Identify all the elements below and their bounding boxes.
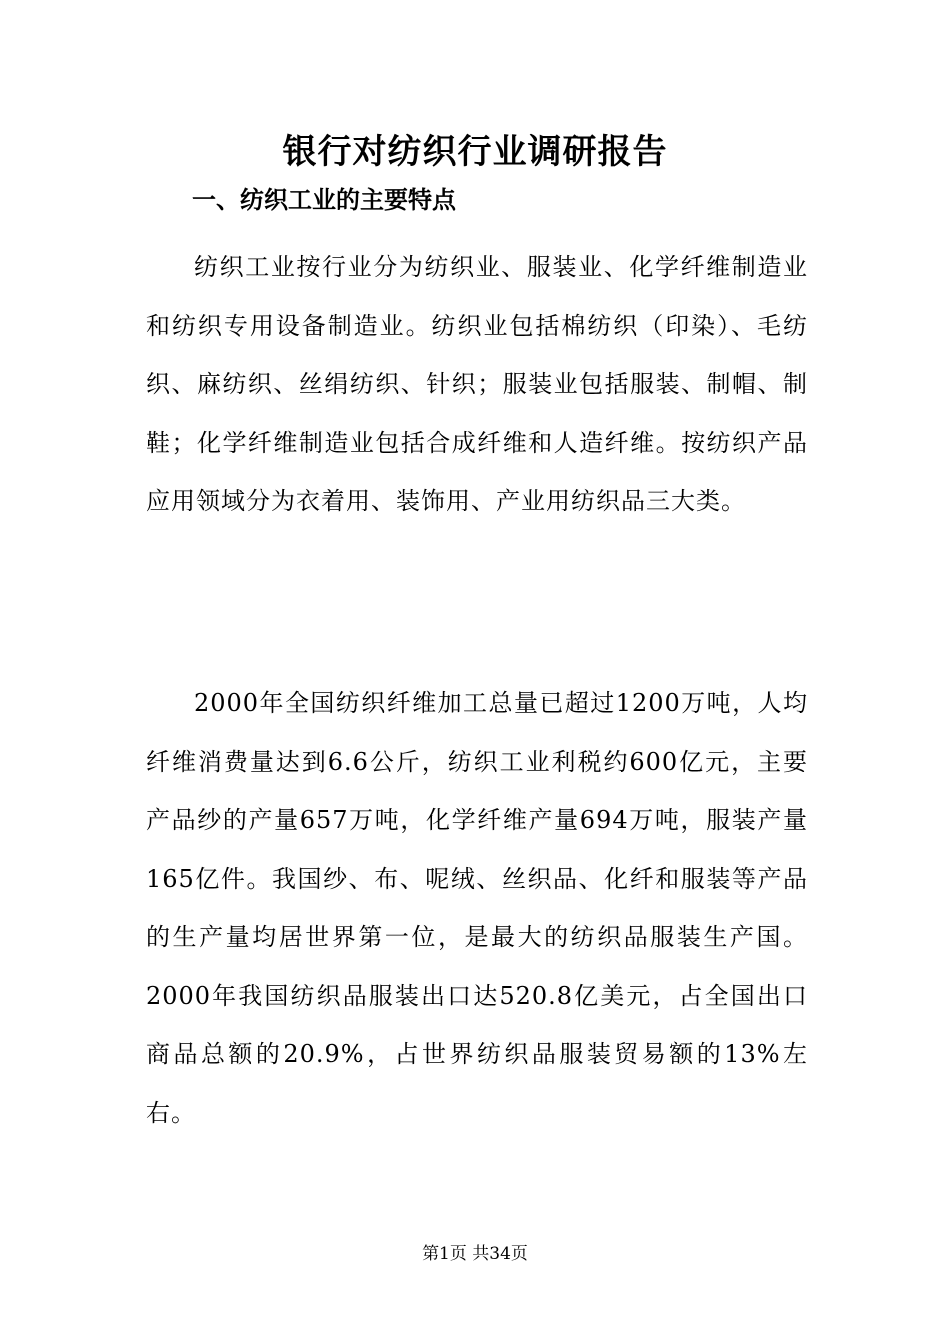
page-footer: 第1页 共34页 — [422, 1244, 528, 1264]
body-paragraph: 纺织工业按行业分为纺织业、服装业、化学纤维制造业和纺织专用设备制造业。纺织业包括棉纺织（印染）、毛纺织、麻纺织、丝绢纺织、针织；服装业包括服装、制帽、制鞋；化学纤维制造业包括合成纤维和人造纤维。按纺织产品应用领域分为衣着用、装饰用、产业用纺织品三大类。 — [146, 253, 808, 515]
section-heading: 一、纺织工业的主要特点 — [192, 186, 456, 214]
document-title: 银行对纺织行业调研报告 — [282, 132, 668, 172]
body-paragraph: 2000年全国纺织纤维加工总量已超过1200万吨，人均纤维消费量达到6.6公斤，纺织工业利税约600亿元，主要产品纱的产量657万吨，化学纤维产量694万吨，服装产量165亿件。我国纱、布、呢绒、丝织品、化纤和服装等产品的生产量均居世界第一位，是最大的纺织品服装生产国。2000年我国纺织品服装出口达520.8亿美元，占全国出口商品总额的20.9%，占世界纺织品服装贸易额的13%左右。 — [146, 689, 808, 1127]
